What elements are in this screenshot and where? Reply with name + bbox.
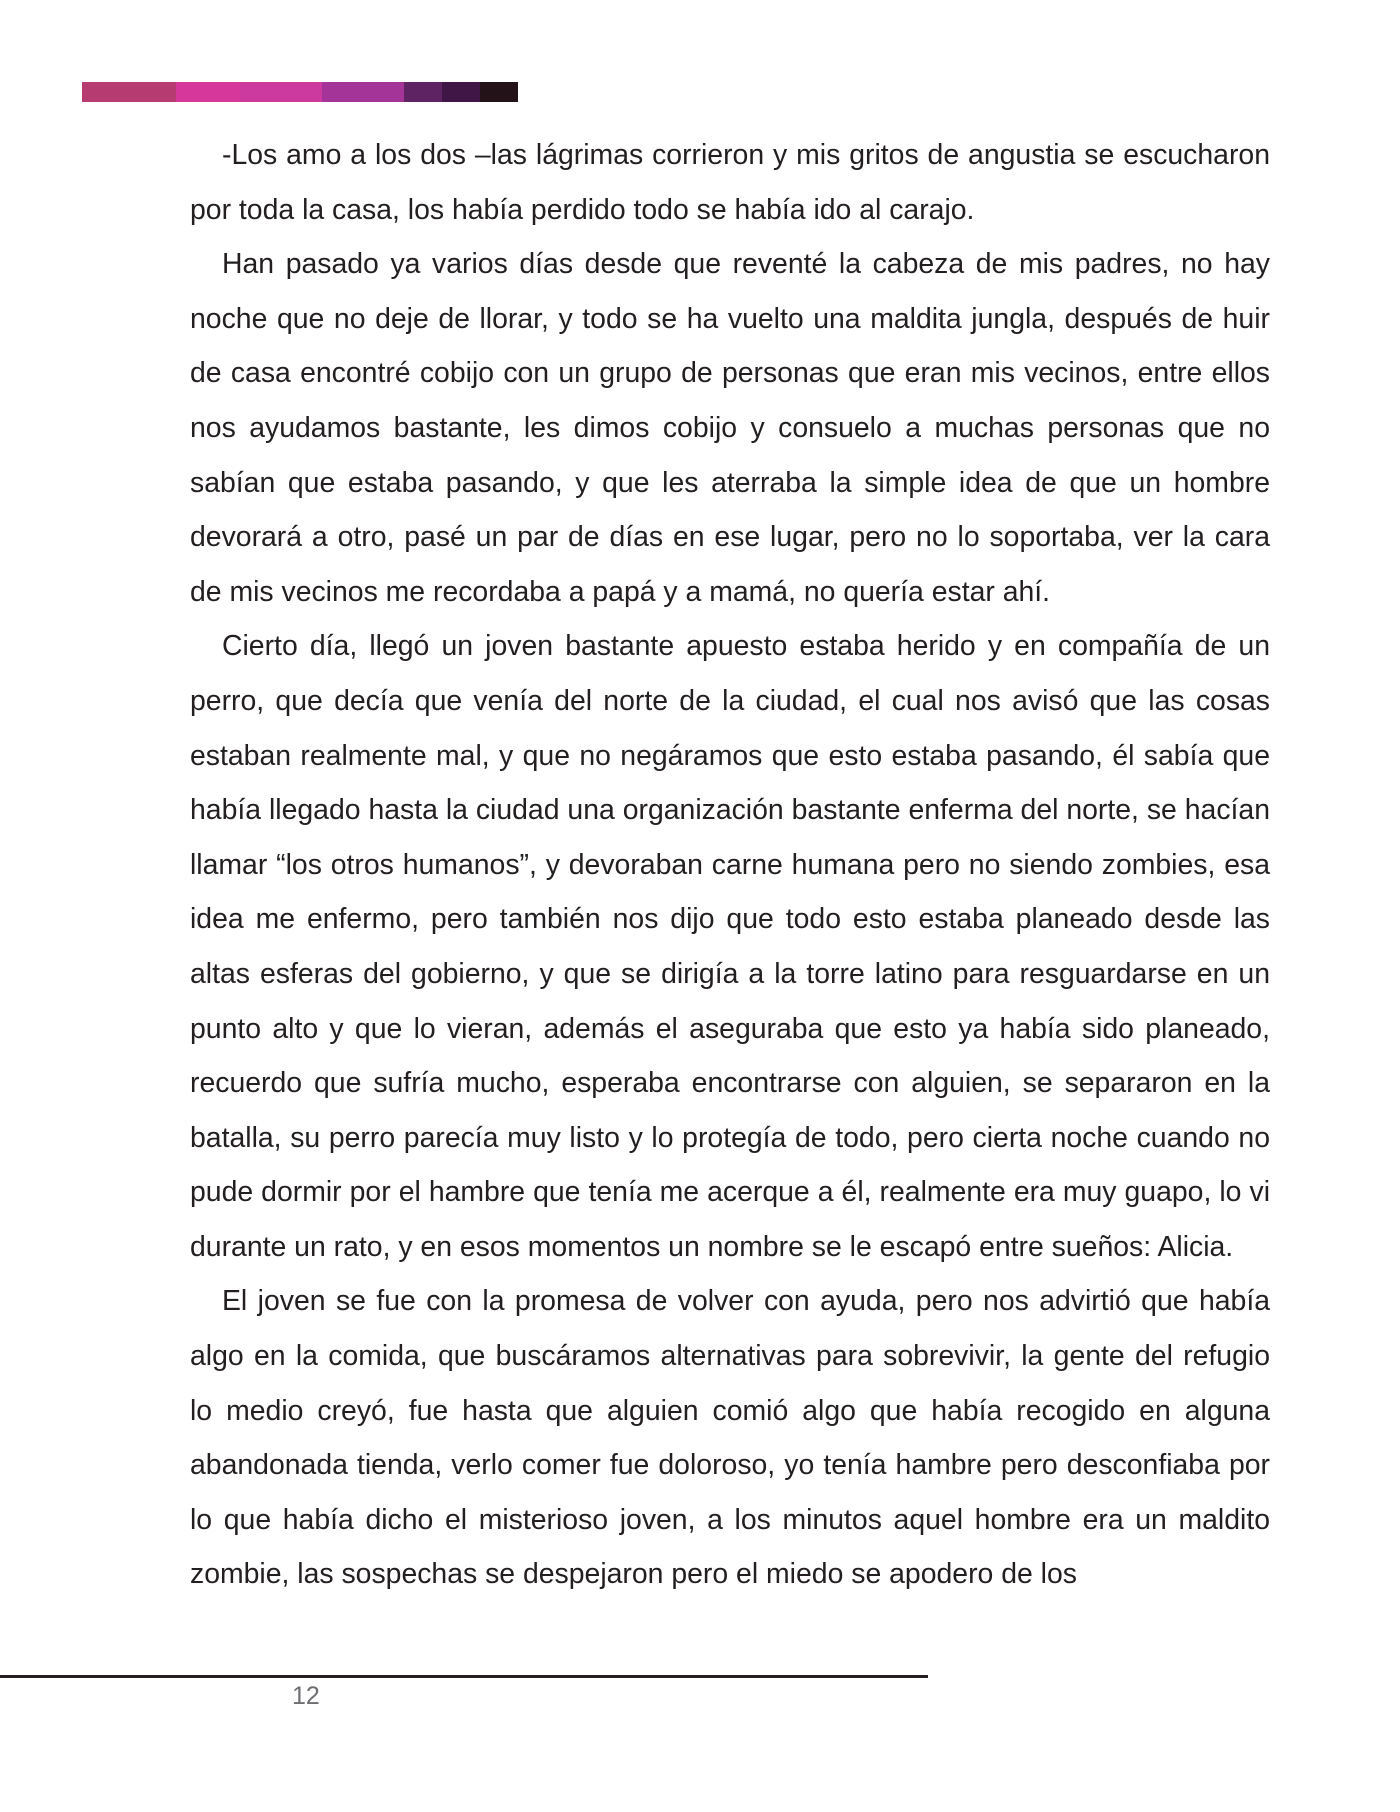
color-bar-segment [176,82,240,102]
color-bar-segment [442,82,480,102]
header-color-bar [82,82,518,102]
paragraph-2: Han pasado ya varios días desde que reventé la cabeza de mis padres, no hay noche que no deje de llorar, y todo se ha vuelto una maldita jungla, después de huir de casa encontré cobijo con un grupo de personas que eran mis vecinos, entre ellos nos ayudamos bastante, les dimos cobijo y consuelo a muchas personas que no sabían que estaba pasando, y que les aterraba la simple idea de que un hombre devorará a otro, pasé un par de días en ese lugar, pero no lo soportaba, ver la cara de mis vecinos me recordaba a papá y a mamá, no quería estar ahí. [190,248,1270,608]
color-bar-segment [82,82,176,102]
paragraph-4: El joven se fue con la promesa de volver con ayuda, pero nos advirtió que había algo en la comida, que buscáramos alternativas para sobrevivir, la gente del refugio lo medio creyó, fue hasta que alguien comió algo que había recogido en alguna abandonada tienda, verlo comer fue doloroso, yo tenía hambre pero desconfiaba por lo que había dicho el misterioso joven, a los minutos aquel hombre era un maldito zombie, las sospechas se despejaron pero el miedo se apodero de los [190,1285,1270,1591]
paragraph-3: Cierto día, llegó un joven bastante apuesto estaba herido y en compañía de un perro, que decía que venía del norte de la ciudad, el cual nos avisó que las cosas estaban realmente mal, y que no negáramos que esto estaba pasando, él sabía que había llegado hasta la ciudad una organización bastante enferma del norte, se hacían llamar “los otros humanos”, y devoraban carne humana pero no siendo zombies, esa idea me enfermo, pero también nos dijo que todo esto estaba planeado desde las altas esferas del gobierno, y que se dirigía a la torre latino para resguardarse en un punto alto y que lo vieran, además el aseguraba que esto ya había sido planeado, recuerdo que sufría mucho, esperaba encontrarse con alguien, se separaron en la batalla, su perro parecía muy listo y lo protegía de todo, pero cierta noche cuando no pude dormir por el hambre que tenía me acerque a él, realmente era muy guapo, lo vi durante un rato, y en esos momentos un nombre se le escapó entre sueños: Alicia. [190,630,1270,1263]
color-bar-segment [480,82,518,102]
page-body-text [190,128,1270,1602]
footer-rule [0,1675,928,1678]
page-number: 12 [292,1682,320,1710]
color-bar-segment [404,82,442,102]
paragraph-1: -Los amo a los dos –las lágrimas corrieron y mis gritos de angustia se escucharon por toda la casa, los había perdido todo se había ido al carajo. [190,139,1270,226]
color-bar-segment [322,82,404,102]
color-bar-segment [240,82,322,102]
